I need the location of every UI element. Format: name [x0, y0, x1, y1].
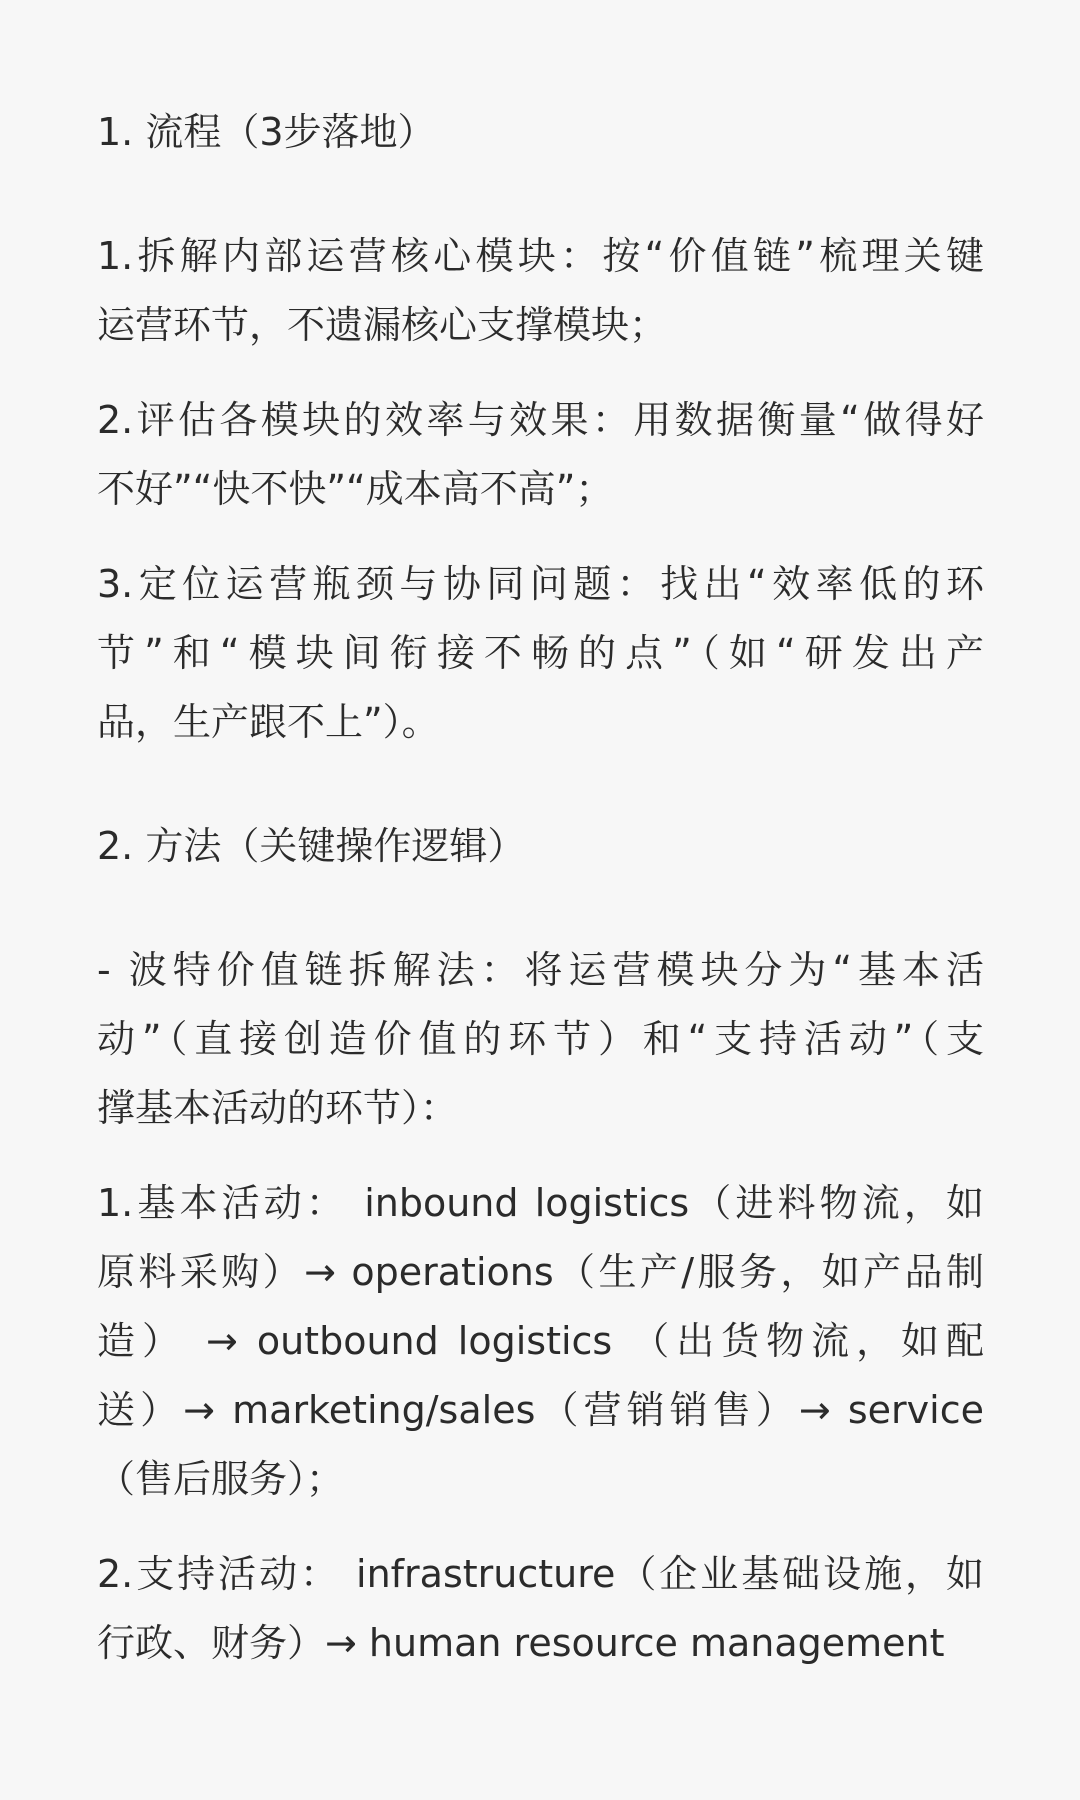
- step-3-line-2: 节”和“模块间衔接不畅的点”（如“研发出产: [97, 631, 984, 675]
- step-1: [97, 222, 984, 360]
- section2-heading: 2. 方法（关键操作逻辑）: [97, 824, 526, 868]
- primary-line-1: 1.基本活动： inbound logistics（进料物流，如: [97, 1181, 984, 1225]
- primary-line-3: 造） → outbound logistics （出货物流，如配: [97, 1319, 984, 1363]
- primary-line-5: （售后服务）；: [97, 1457, 345, 1501]
- section1-heading: 1. 流程（3步落地）: [97, 110, 436, 154]
- support-line-1: 2.支持活动： infrastructure（企业基础设施，如: [97, 1552, 984, 1596]
- step-2-line-2: 不好”“快不快”“成本高不高”；: [97, 467, 614, 511]
- step-1-line-1: 1.拆解内部运营核心模块：按“价值链”梳理关键: [97, 234, 984, 278]
- step-3-line-1: 3.定位运营瓶颈与协同问题：找出“效率低的环: [97, 562, 984, 606]
- method-line-2: 动”（直接创造价值的环节）和“支持活动”（支: [97, 1017, 984, 1061]
- support-line-2: 行政、财务）→ human resource management: [97, 1621, 945, 1665]
- support-activities: [97, 1540, 984, 1678]
- primary-line-2: 原料采购）→ operations（生产/服务，如产品制: [97, 1250, 984, 1294]
- step-1-line-2: 运营环节，不遗漏核心支撑模块；: [97, 303, 668, 347]
- step-2-line-1: 2.评估各模块的效率与效果：用数据衡量“做得好: [97, 398, 984, 442]
- method-porter: [97, 936, 984, 1143]
- step-3-line-3: 品，生产跟不上”）。: [97, 700, 440, 744]
- method-line-3: 撑基本活动的环节）：: [97, 1086, 459, 1130]
- primary-activities: [97, 1169, 984, 1514]
- method-line-1: - 波特价值链拆解法：将运营模块分为“基本活: [97, 948, 984, 992]
- primary-line-4: 送）→ marketing/sales（营销销售）→ service: [97, 1388, 984, 1432]
- step-3: [97, 550, 984, 757]
- step-2: [97, 386, 984, 524]
